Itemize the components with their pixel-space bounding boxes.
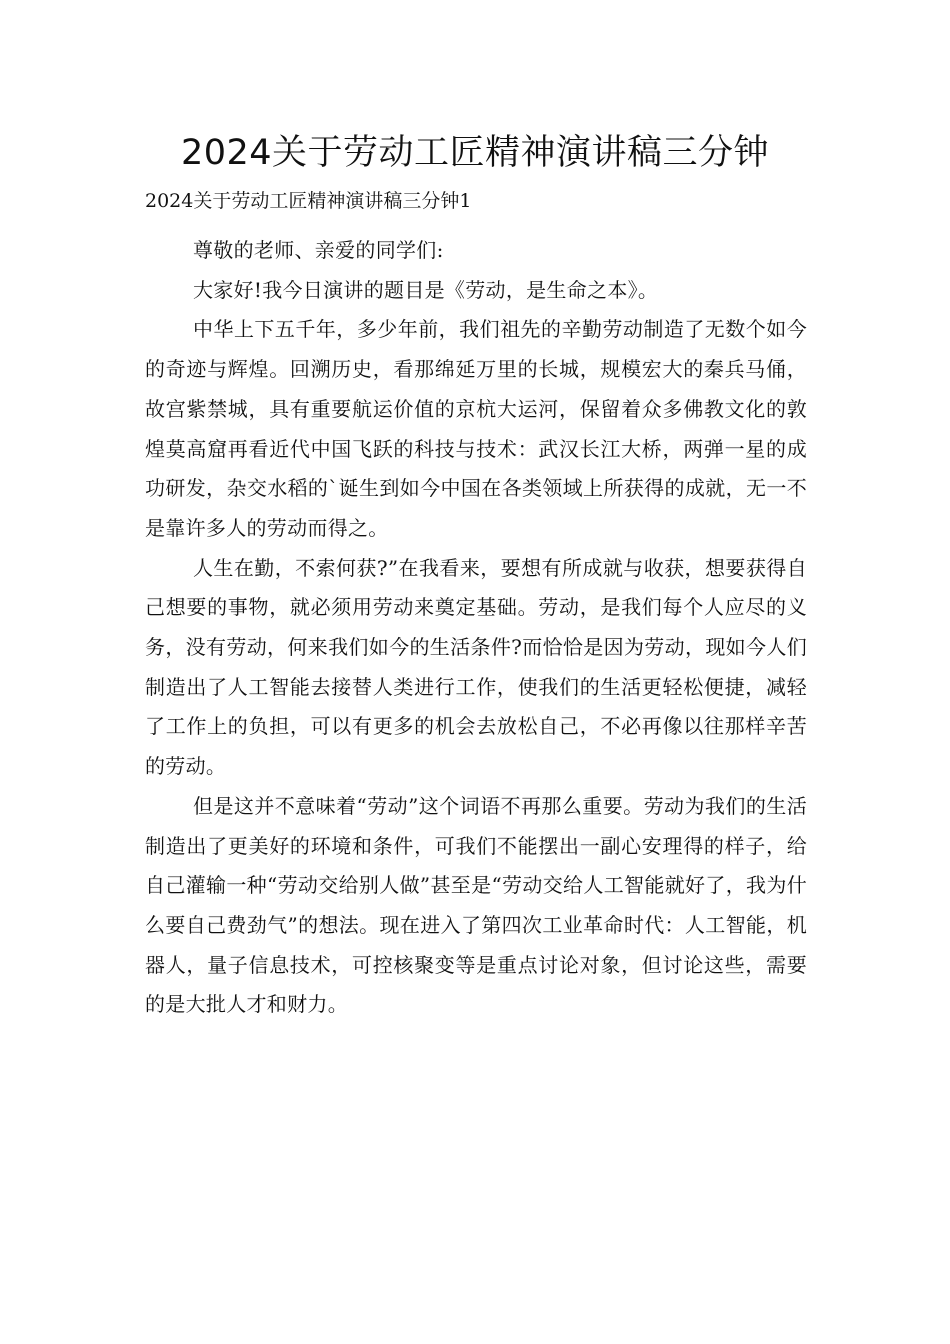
document-subtitle: 2024关于劳动工匠精神演讲稿三分钟1 — [145, 190, 472, 212]
document-body — [145, 231, 807, 1025]
paragraph-labor-meaning: 人生在勤，不索何获?”在我看来，要想有所成就与收获，想要获得自己想要的事物，就必须用劳动来奠定基础。劳动，是我们每个人应尽的义务，没有劳动，何来我们如今的生活条件?而恰恰是因为劳动，现如今人们制造出了人工智能去接替人类进行工作，使我们的生活更轻松便捷，减轻了工作上的负担，可以有更多的机会去放松自己，不必再像以往那样辛苦的劳动。 — [145, 555, 807, 779]
paragraph-greeting: 尊敬的老师、亲爱的同学们: — [193, 238, 444, 262]
document-title: 2024关于劳动工匠精神演讲稿三分钟 — [180, 133, 770, 173]
paragraph-intro: 大家好!我今日演讲的题目是《劳动，是生命之本》。 — [193, 277, 659, 302]
paragraph-labor-importance: 但是这并不意味着“劳动”这个词语不再那么重要。劳动为我们的生活制造出了更美好的环境和条件，可我们不能摆出一副心安理得的样子，给自己灌输一种“劳动交给别人做”甚至是“劳动交给人工智能就好了，我为什么要自己费劲气”的想法。现在进入了第四次工业革命时代：人工智能，机器人，量子信息技术，可控核聚变等是重点讨论对象，但讨论这些，需要的是大批人才和财力。 — [145, 793, 807, 1017]
paragraph-history: 中华上下五千年，多少年前，我们祖先的辛勤劳动制造了无数个如今的奇迹与辉煌。回溯历史，看那绵延万里的长城，规模宏大的秦兵马俑，故宫紫禁城，具有重要航运价值的京杭大运河，保留着众多佛教文化的敦煌莫高窟再看近代中国飞跃的科技与技术：武汉长江大桥，两弹一星的成功研发，杂交水稻的`诞生到如今中国在各类领域上所获得的成就，无一不是靠许多人的劳动而得之。 — [145, 317, 807, 540]
